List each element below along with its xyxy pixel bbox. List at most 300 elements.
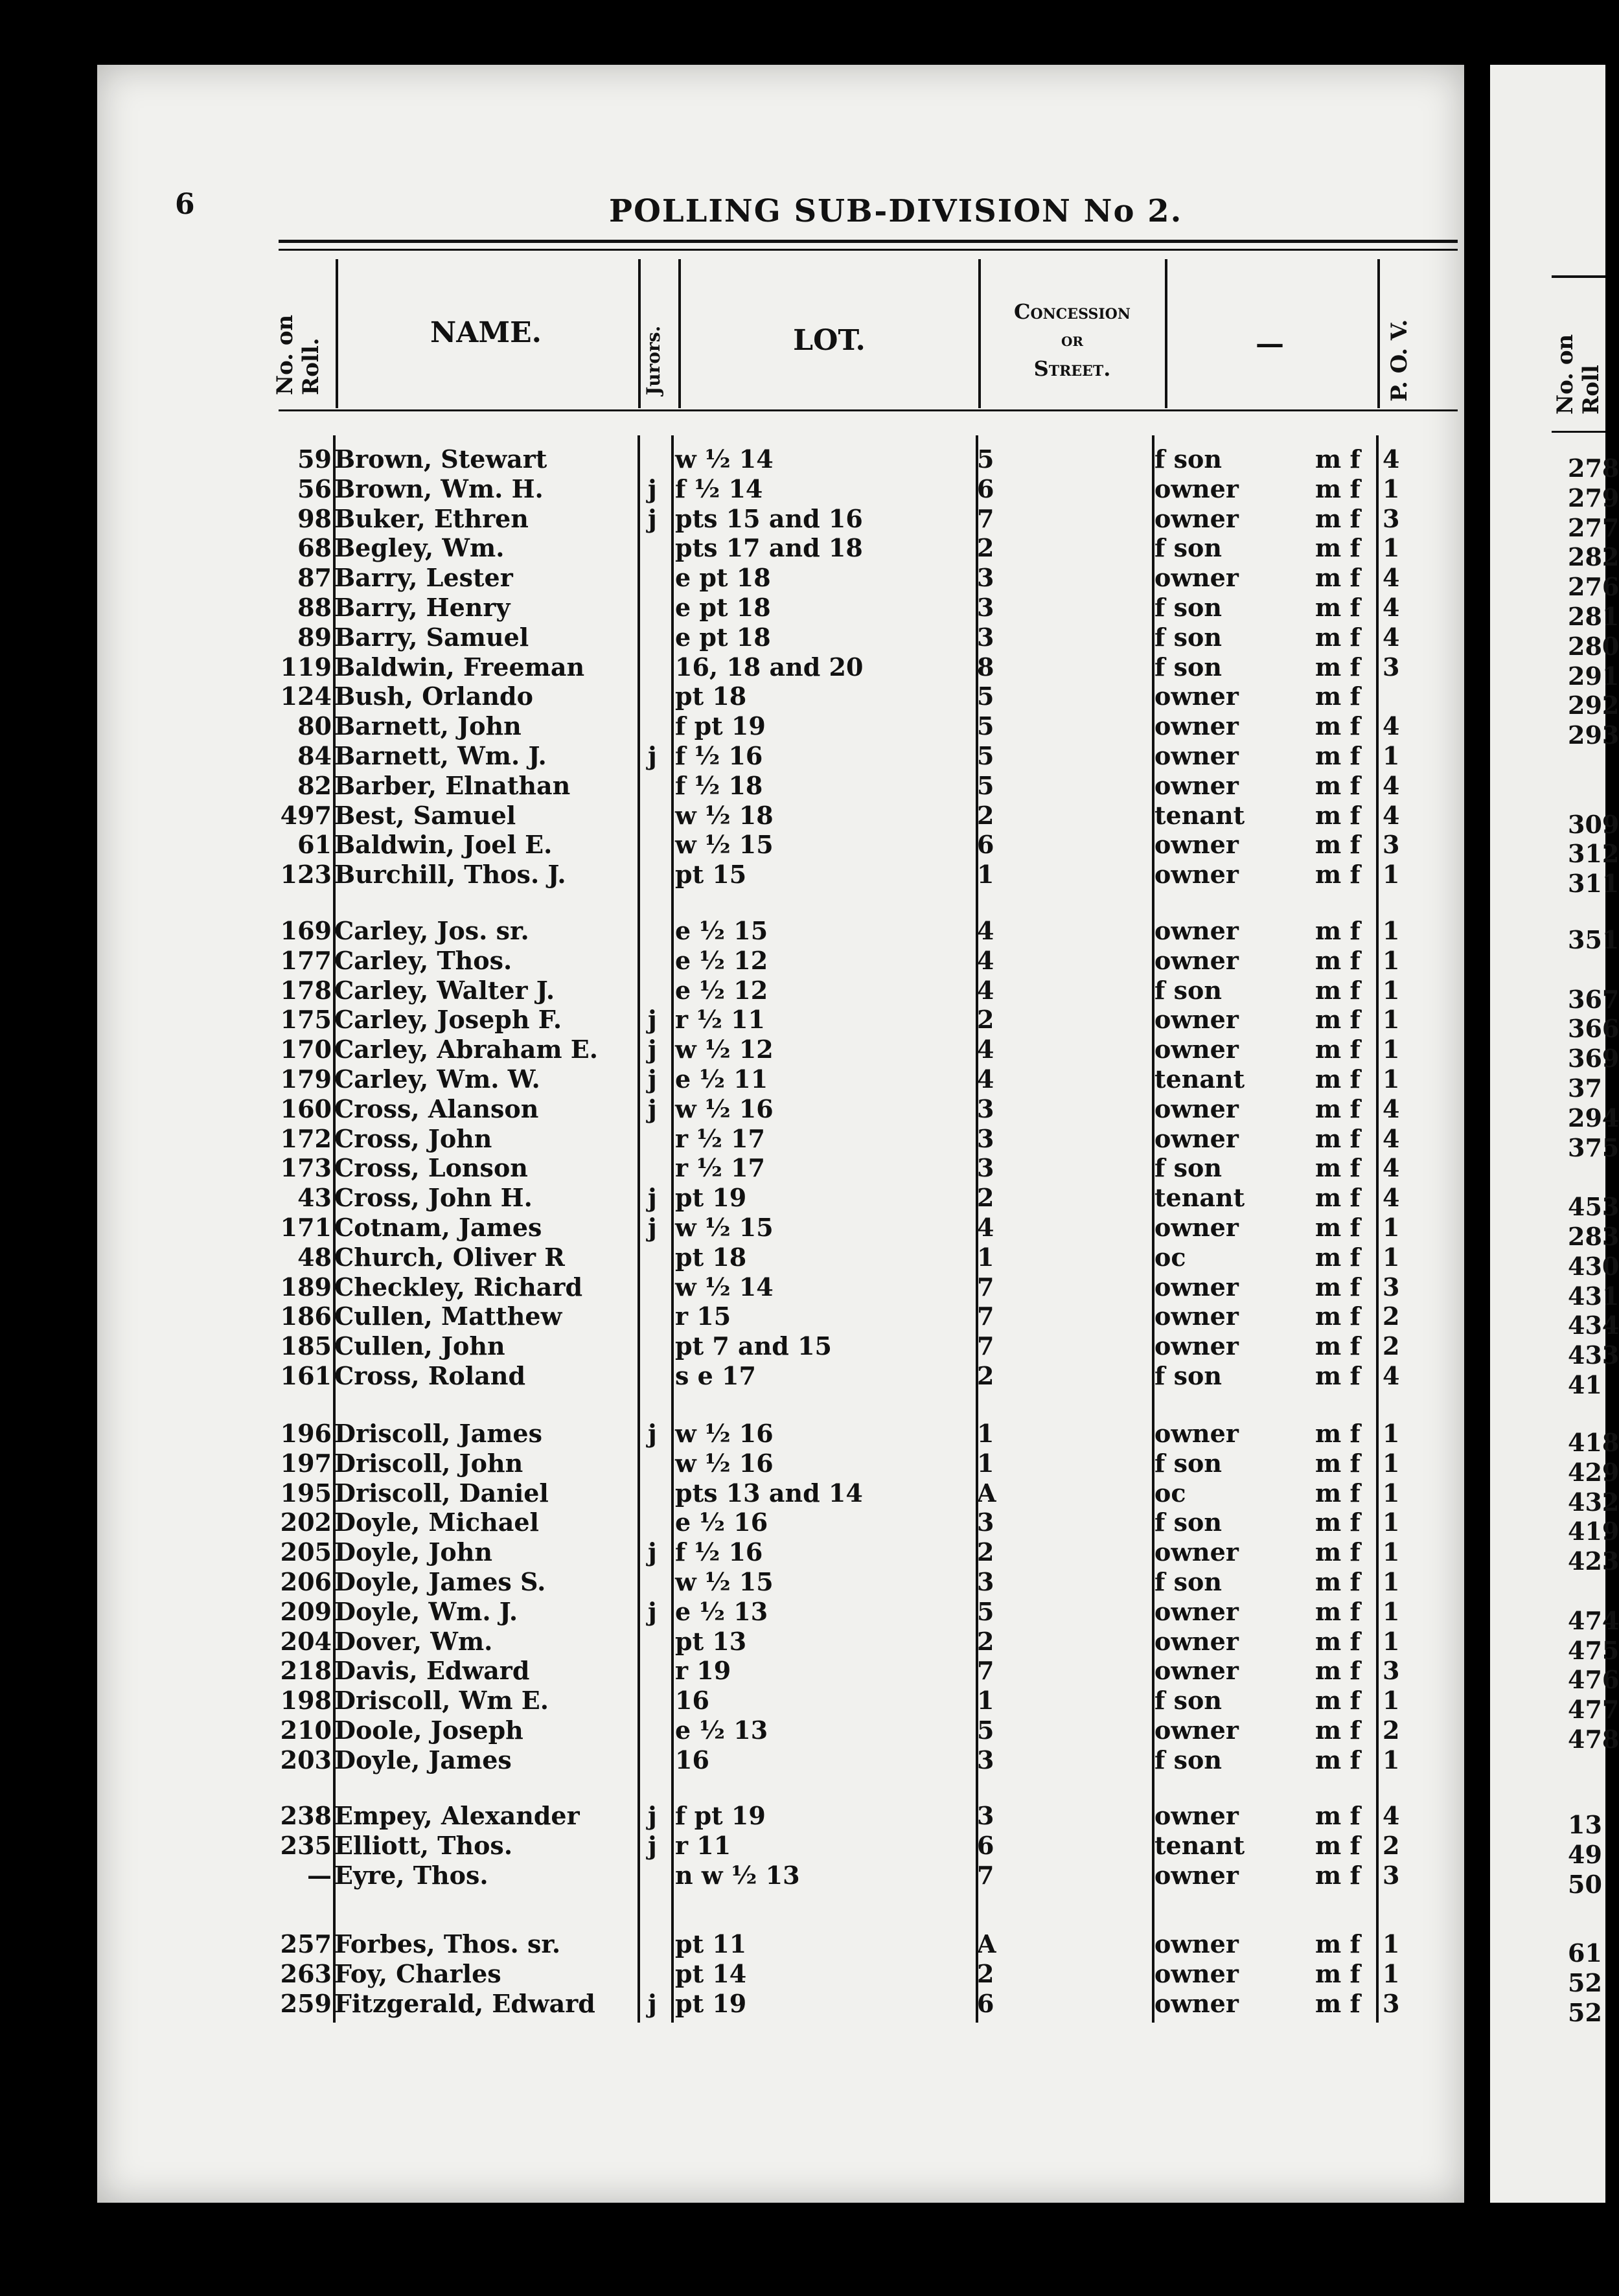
header-roll: No. on Roll. — [272, 314, 324, 395]
page-number: 6 — [175, 188, 195, 221]
cell-con: 5 — [977, 770, 994, 800]
cell-name: Doole, Joseph — [334, 1716, 523, 1745]
cell-con: 7 — [977, 503, 994, 533]
cell-con: 2 — [977, 1005, 994, 1035]
cell-pov: 4 — [1383, 711, 1400, 741]
cell-name: Elliott, Thos. — [334, 1830, 513, 1860]
cell-mf: m f — [1315, 1035, 1361, 1064]
cell-con: 3 — [977, 563, 994, 593]
col-divider — [336, 259, 338, 408]
cell-lot: f ½ 16 — [675, 741, 763, 770]
right-page-roll: 367 — [1568, 984, 1619, 1014]
cell-occ: owner — [1154, 1656, 1239, 1686]
cell-name: Empey, Alexander — [334, 1801, 580, 1830]
header-concession-or: or — [1061, 329, 1084, 350]
cell-pov: 4 — [1383, 800, 1400, 830]
cell-occ: owner — [1154, 1860, 1239, 1890]
cell-lot: r ½ 17 — [675, 1153, 765, 1183]
cell-roll: 171 — [280, 1213, 332, 1242]
cell-lot: f ½ 16 — [675, 1537, 763, 1567]
cell-pov: 3 — [1383, 1656, 1400, 1686]
cell-pov: 3 — [1383, 1988, 1400, 2018]
cell-lot: w ½ 18 — [675, 800, 774, 830]
cell-occ: owner — [1154, 1272, 1239, 1302]
cell-roll: 497 — [280, 800, 332, 830]
cell-occ: f son — [1154, 533, 1222, 563]
header-rule — [279, 409, 1458, 411]
cell-lot: r 11 — [675, 1830, 731, 1860]
cell-mf: m f — [1315, 1419, 1361, 1448]
cell-con: 5 — [977, 444, 994, 474]
cell-name: Barber, Elnathan — [334, 770, 571, 800]
cell-roll: 189 — [280, 1272, 332, 1302]
cell-lot: e ½ 12 — [675, 945, 768, 975]
cell-name: Brown, Stewart — [334, 444, 547, 474]
cell-pov: 1 — [1383, 1567, 1400, 1596]
right-page-roll: 277 — [1568, 512, 1619, 542]
cell-roll: 257 — [280, 1929, 332, 1958]
cell-mf: m f — [1315, 860, 1361, 890]
right-page-roll: 52 — [1568, 1968, 1602, 1997]
cell-occ: owner — [1154, 1958, 1239, 1988]
cell-pov: 4 — [1383, 770, 1400, 800]
cell-con: 1 — [977, 1419, 994, 1448]
right-page-roll: 429 — [1568, 1457, 1619, 1487]
cell-occ: oc — [1154, 1242, 1186, 1272]
right-page-roll: 477 — [1568, 1695, 1619, 1725]
cell-roll: 196 — [280, 1419, 332, 1448]
header-blank: — — [1256, 327, 1284, 360]
page-title: POLLING SUB-DIVISION No 2. — [609, 193, 1183, 229]
cell-lot: r 15 — [675, 1302, 731, 1331]
cell-roll: 59 — [297, 444, 332, 474]
header-concession: Concession — [1014, 299, 1131, 324]
cell-roll: 82 — [297, 770, 332, 800]
cell-roll: 177 — [280, 945, 332, 975]
cell-roll: 263 — [280, 1958, 332, 1988]
cell-occ: f son — [1154, 1567, 1222, 1596]
cell-lot: 16, 18 and 20 — [675, 652, 864, 682]
cell-lot: pt 11 — [675, 1929, 747, 1958]
cell-name: Carley, Walter J. — [334, 975, 555, 1005]
right-page-roll: 478 — [1568, 1725, 1619, 1754]
cell-name: Burchill, Thos. J. — [334, 860, 566, 890]
cell-pov: 1 — [1383, 474, 1400, 503]
right-page-roll: 49 — [1568, 1839, 1602, 1869]
cell-con: 7 — [977, 1860, 994, 1890]
cell-pov: 1 — [1383, 945, 1400, 975]
cell-name: Barry, Henry — [334, 593, 511, 622]
right-page-roll: 423 — [1568, 1546, 1619, 1576]
cell-roll: 87 — [297, 563, 332, 593]
right-page-roll: 366 — [1568, 1014, 1619, 1044]
cell-roll: 68 — [297, 533, 332, 563]
cell-roll: 178 — [280, 975, 332, 1005]
cell-roll: 175 — [280, 1005, 332, 1035]
cell-pov: 3 — [1383, 1272, 1400, 1302]
header-lot: LOT. — [793, 324, 866, 357]
cell-name: Cotnam, James — [334, 1213, 542, 1242]
cell-occ: f son — [1154, 652, 1222, 682]
col-divider — [1377, 259, 1380, 408]
cell-lot: w ½ 15 — [675, 1213, 774, 1242]
cell-lot: f ½ 18 — [675, 770, 763, 800]
cell-con: 6 — [977, 1988, 994, 2018]
cell-occ: owner — [1154, 1537, 1239, 1567]
cell-con: 3 — [977, 1508, 994, 1537]
cell-pov: 1 — [1383, 1478, 1400, 1508]
cell-occ: f son — [1154, 1153, 1222, 1183]
cell-roll: 206 — [280, 1567, 332, 1596]
cell-jur: j — [648, 1213, 657, 1242]
cell-name: Best, Samuel — [334, 800, 516, 830]
cell-lot: e pt 18 — [675, 593, 771, 622]
cell-con: 3 — [977, 1094, 994, 1123]
right-page-roll: 431 — [1568, 1281, 1619, 1311]
cell-occ: owner — [1154, 1596, 1239, 1626]
cell-lot: pt 19 — [675, 1988, 747, 2018]
right-page-roll: 41 — [1568, 1370, 1602, 1399]
cell-roll: 119 — [280, 652, 332, 682]
cell-name: Barry, Lester — [334, 563, 513, 593]
cell-con: 6 — [977, 830, 994, 860]
cell-name: Buker, Ethren — [334, 503, 529, 533]
cell-roll: 170 — [280, 1035, 332, 1064]
cell-con: 3 — [977, 593, 994, 622]
right-page-header: No. on Roll — [1552, 334, 1604, 415]
cell-mf: m f — [1315, 622, 1361, 652]
cell-lot: e ½ 16 — [675, 1508, 768, 1537]
cell-pov: 1 — [1383, 1745, 1400, 1774]
cell-name: Barnett, John — [334, 711, 522, 741]
lot-column-rule — [671, 435, 674, 2023]
cell-pov: 4 — [1383, 444, 1400, 474]
header-pov: P. O. V. — [1386, 319, 1412, 402]
cell-occ: f son — [1154, 1745, 1222, 1774]
cell-roll: 198 — [280, 1686, 332, 1716]
cell-mf: m f — [1315, 1005, 1361, 1035]
right-page-roll: 309 — [1568, 809, 1619, 839]
cell-lot: w ½ 14 — [675, 444, 774, 474]
cell-lot: pt 15 — [675, 860, 747, 890]
cell-mf: m f — [1315, 1183, 1361, 1213]
cell-mf: m f — [1315, 1929, 1361, 1958]
cell-pov: 1 — [1383, 1419, 1400, 1448]
right-page-roll: 311 — [1568, 869, 1619, 899]
cell-roll: 173 — [280, 1153, 332, 1183]
cell-con: 3 — [977, 1801, 994, 1830]
cell-mf: m f — [1315, 503, 1361, 533]
cell-mf: m f — [1315, 1331, 1361, 1361]
right-page-roll: 432 — [1568, 1487, 1619, 1517]
cell-mf: m f — [1315, 1596, 1361, 1626]
cell-mf: m f — [1315, 563, 1361, 593]
cell-lot: pt 13 — [675, 1626, 747, 1656]
cell-lot: e ½ 13 — [675, 1716, 768, 1745]
cell-roll: 238 — [280, 1801, 332, 1830]
cell-mf: m f — [1315, 474, 1361, 503]
cell-con: 6 — [977, 1830, 994, 1860]
cell-lot: r ½ 17 — [675, 1123, 765, 1153]
cell-name: Checkley, Richard — [334, 1272, 583, 1302]
right-page-rule — [1552, 431, 1605, 433]
cell-name: Barnett, Wm. J. — [334, 741, 547, 770]
cell-occ: f son — [1154, 593, 1222, 622]
cell-roll: 210 — [280, 1716, 332, 1745]
cell-roll: 218 — [280, 1656, 332, 1686]
right-page-roll: 281 — [1568, 602, 1619, 631]
cell-con: 4 — [977, 1035, 994, 1064]
cell-name: Carley, Joseph F. — [334, 1005, 562, 1035]
cell-mf: m f — [1315, 1716, 1361, 1745]
cell-con: 7 — [977, 1656, 994, 1686]
cell-con: A — [977, 1929, 996, 1958]
cell-mf: m f — [1315, 741, 1361, 770]
cell-occ: owner — [1154, 1005, 1239, 1035]
right-page-roll: 369 — [1568, 1044, 1619, 1073]
cell-roll: 48 — [297, 1242, 332, 1272]
cell-mf: m f — [1315, 1860, 1361, 1890]
jurors-column-rule — [637, 435, 640, 2023]
cell-roll: 203 — [280, 1745, 332, 1774]
cell-mf: m f — [1315, 1626, 1361, 1656]
cell-pov: 1 — [1383, 1213, 1400, 1242]
cell-roll: 179 — [280, 1064, 332, 1094]
cell-roll: 209 — [280, 1596, 332, 1626]
cell-occ: owner — [1154, 1626, 1239, 1656]
cell-roll: 43 — [297, 1183, 332, 1213]
cell-name: Doyle, James S. — [334, 1567, 546, 1596]
cell-con: 3 — [977, 622, 994, 652]
right-page-roll: 13 — [1568, 1810, 1602, 1839]
right-page-roll: 351 — [1568, 925, 1619, 954]
cell-jur: j — [648, 1005, 657, 1035]
right-page-roll: 430 — [1568, 1251, 1619, 1281]
cell-name: Driscoll, Wm E. — [334, 1686, 549, 1716]
cell-pov: 3 — [1383, 652, 1400, 682]
cell-name: Cross, Alanson — [334, 1094, 539, 1123]
cell-name: Carley, Abraham E. — [334, 1035, 598, 1064]
cell-occ: owner — [1154, 1035, 1239, 1064]
cell-jur: j — [648, 1035, 657, 1064]
cell-lot: w ½ 14 — [675, 1272, 774, 1302]
right-page-roll: 375 — [1568, 1132, 1619, 1162]
right-page-rule — [1552, 275, 1605, 278]
cell-name: Doyle, Michael — [334, 1508, 539, 1537]
col-divider — [1165, 259, 1167, 408]
cell-occ: owner — [1154, 474, 1239, 503]
right-page-roll: 476 — [1568, 1665, 1619, 1695]
cell-mf: m f — [1315, 1830, 1361, 1860]
cell-lot: e ½ 13 — [675, 1596, 768, 1626]
cell-con: 7 — [977, 1272, 994, 1302]
cell-con: 2 — [977, 1537, 994, 1567]
cell-pov: 2 — [1383, 1716, 1400, 1745]
cell-jur: j — [648, 1094, 657, 1123]
cell-mf: m f — [1315, 1567, 1361, 1596]
right-page-roll: 279 — [1568, 483, 1619, 512]
cell-occ: f son — [1154, 1686, 1222, 1716]
cell-occ: owner — [1154, 945, 1239, 975]
cell-occ: owner — [1154, 1801, 1239, 1830]
cell-lot: f ½ 14 — [675, 474, 763, 503]
cell-pov: 1 — [1383, 1035, 1400, 1064]
cell-name: Cullen, Matthew — [334, 1302, 562, 1331]
cell-occ: owner — [1154, 563, 1239, 593]
cell-occ: owner — [1154, 770, 1239, 800]
cell-occ: owner — [1154, 682, 1239, 711]
cell-roll: 185 — [280, 1331, 332, 1361]
cell-mf: m f — [1315, 1656, 1361, 1686]
right-page-roll: 293 — [1568, 720, 1619, 750]
cell-mf: m f — [1315, 770, 1361, 800]
cell-mf: m f — [1315, 444, 1361, 474]
cell-lot: pt 18 — [675, 682, 747, 711]
right-page-roll: 475 — [1568, 1635, 1619, 1665]
cell-name: Doyle, James — [334, 1745, 512, 1774]
cell-con: 3 — [977, 1153, 994, 1183]
right-page-roll: 276 — [1568, 572, 1619, 602]
cell-lot: pt 7 and 15 — [675, 1331, 832, 1361]
cell-name: Fitzgerald, Edward — [334, 1988, 595, 2018]
cell-roll: 186 — [280, 1302, 332, 1331]
cell-occ: f son — [1154, 444, 1222, 474]
cell-lot: w ½ 16 — [675, 1419, 774, 1448]
cell-occ: oc — [1154, 1478, 1186, 1508]
right-page-roll: 312 — [1568, 839, 1619, 869]
cell-con: 5 — [977, 682, 994, 711]
cell-mf: m f — [1315, 1686, 1361, 1716]
cell-occ: owner — [1154, 741, 1239, 770]
cell-con: 7 — [977, 1302, 994, 1331]
cell-con: 2 — [977, 1361, 994, 1390]
cell-lot: w ½ 16 — [675, 1094, 774, 1123]
cell-mf: m f — [1315, 800, 1361, 830]
cell-roll: 161 — [280, 1361, 332, 1390]
cell-name: Barry, Samuel — [334, 622, 529, 652]
cell-mf: m f — [1315, 1448, 1361, 1478]
cell-mf: m f — [1315, 652, 1361, 682]
pov-column-rule — [1376, 435, 1379, 2023]
cell-mf: m f — [1315, 682, 1361, 711]
cell-name: Carley, Wm. W. — [334, 1064, 540, 1094]
cell-roll: 61 — [297, 830, 332, 860]
cell-jur: j — [648, 503, 657, 533]
right-page-roll: 434 — [1568, 1311, 1619, 1340]
cell-jur: j — [648, 1830, 657, 1860]
cell-con: 4 — [977, 945, 994, 975]
cell-con: 7 — [977, 1331, 994, 1361]
cell-occ: owner — [1154, 1988, 1239, 2018]
cell-mf: m f — [1315, 1537, 1361, 1567]
cell-occ: f son — [1154, 1361, 1222, 1390]
cell-lot: w ½ 12 — [675, 1035, 774, 1064]
cell-con: 2 — [977, 533, 994, 563]
cell-mf: m f — [1315, 916, 1361, 945]
cell-name: Driscoll, James — [334, 1419, 542, 1448]
cell-lot: w ½ 15 — [675, 830, 774, 860]
cell-con: 3 — [977, 1123, 994, 1153]
cell-pov: 4 — [1383, 1094, 1400, 1123]
right-page-roll: 419 — [1568, 1517, 1619, 1546]
cell-mf: m f — [1315, 711, 1361, 741]
cell-lot: r 19 — [675, 1656, 731, 1686]
header-name: NAME. — [430, 316, 542, 349]
cell-mf: m f — [1315, 1123, 1361, 1153]
cell-con: 1 — [977, 1448, 994, 1478]
cell-con: 4 — [977, 1064, 994, 1094]
right-page-roll: 291 — [1568, 661, 1619, 691]
cell-mf: m f — [1315, 1988, 1361, 2018]
cell-lot: e ½ 12 — [675, 975, 768, 1005]
cell-mf: m f — [1315, 1801, 1361, 1830]
cell-lot: f pt 19 — [675, 1801, 766, 1830]
cell-occ: owner — [1154, 1123, 1239, 1153]
cell-con: 5 — [977, 1716, 994, 1745]
cell-name: Carley, Thos. — [334, 945, 512, 975]
cell-name: Cross, Roland — [334, 1361, 526, 1390]
cell-con: 2 — [977, 1183, 994, 1213]
cell-con: 2 — [977, 1626, 994, 1656]
cell-lot: pts 17 and 18 — [675, 533, 863, 563]
cell-name: Cullen, John — [334, 1331, 505, 1361]
cell-lot: pt 18 — [675, 1242, 747, 1272]
right-page-roll: 474 — [1568, 1605, 1619, 1635]
right-page-roll: 418 — [1568, 1428, 1619, 1457]
right-page-roll: 37 — [1568, 1073, 1602, 1103]
cell-lot: pts 15 and 16 — [675, 503, 863, 533]
cell-pov: 3 — [1383, 830, 1400, 860]
cell-name: Baldwin, Joel E. — [334, 830, 553, 860]
right-page-roll: 433 — [1568, 1340, 1619, 1370]
cell-con: 2 — [977, 800, 994, 830]
cell-jur: j — [648, 1596, 657, 1626]
cell-name: Driscoll, John — [334, 1448, 523, 1478]
cell-jur: j — [648, 474, 657, 503]
cell-pov: 1 — [1383, 916, 1400, 945]
right-page-roll: 61 — [1568, 1938, 1602, 1968]
cell-occ: owner — [1154, 1213, 1239, 1242]
cell-pov: 1 — [1383, 533, 1400, 563]
cell-name: Dover, Wm. — [334, 1626, 493, 1656]
cell-pov: 4 — [1383, 622, 1400, 652]
cell-lot: w ½ 16 — [675, 1448, 774, 1478]
cell-lot: w ½ 15 — [675, 1567, 774, 1596]
cell-lot: s e 17 — [675, 1361, 756, 1390]
cell-occ: owner — [1154, 711, 1239, 741]
cell-con: 6 — [977, 474, 994, 503]
cell-con: 1 — [977, 1242, 994, 1272]
cell-name: Doyle, John — [334, 1537, 493, 1567]
cell-occ: owner — [1154, 1716, 1239, 1745]
cell-roll: 56 — [297, 474, 332, 503]
cell-name: Baldwin, Freeman — [334, 652, 585, 682]
cell-mf: m f — [1315, 1094, 1361, 1123]
cell-occ: tenant — [1154, 800, 1245, 830]
cell-pov: 1 — [1383, 975, 1400, 1005]
cell-mf: m f — [1315, 1958, 1361, 1988]
cell-roll: 98 — [297, 503, 332, 533]
cell-occ: owner — [1154, 1302, 1239, 1331]
right-page-roll: 282 — [1568, 542, 1619, 572]
cell-name: Eyre, Thos. — [334, 1860, 488, 1890]
cell-name: Davis, Edward — [334, 1656, 530, 1686]
cell-pov: 4 — [1383, 1153, 1400, 1183]
cell-name: Church, Oliver R — [334, 1242, 565, 1272]
cell-name: Cross, Lonson — [334, 1153, 528, 1183]
cell-mf: m f — [1315, 1361, 1361, 1390]
cell-name: Cross, John — [334, 1123, 492, 1153]
